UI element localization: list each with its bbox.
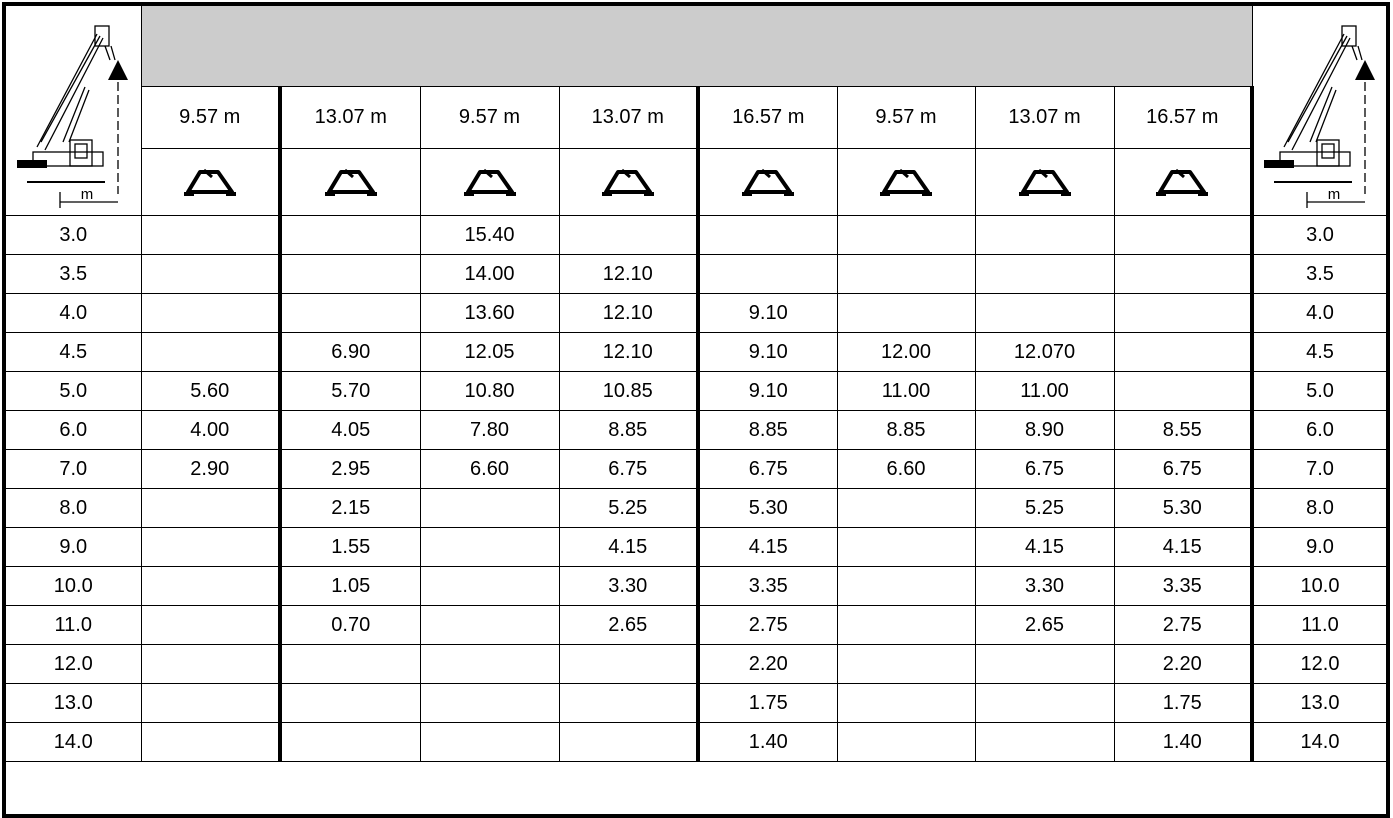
capacity-cell: 6.75 <box>975 450 1114 489</box>
capacity-cell: 12.05 <box>420 333 559 372</box>
capacity-cell: 6.75 <box>698 450 837 489</box>
table-row <box>4 294 1388 333</box>
table-row <box>4 450 1388 489</box>
capacity-cell <box>698 255 837 294</box>
capacity-cell: 4.15 <box>1114 528 1252 567</box>
radius-cell-left: 7.0 <box>4 450 141 489</box>
radius-unit-label: m <box>1327 185 1341 203</box>
radius-cell-right: 3.0 <box>1252 216 1388 255</box>
radius-cell-right: 8.0 <box>1252 489 1388 528</box>
capacity-cell <box>837 723 975 762</box>
radius-cell-right: 12.0 <box>1252 645 1388 684</box>
capacity-cell <box>141 684 280 723</box>
header-banner <box>141 4 1252 87</box>
capacity-cell: 7.80 <box>420 411 559 450</box>
capacity-cell: 4.15 <box>975 528 1114 567</box>
outrigger-cell <box>1114 149 1252 216</box>
capacity-cell <box>280 684 420 723</box>
capacity-cell: 4.15 <box>559 528 698 567</box>
radius-unit-label: m <box>81 185 94 203</box>
radius-cell-left: 12.0 <box>4 645 141 684</box>
capacity-cell: 0.70 <box>280 606 420 645</box>
capacity-cell: 12.00 <box>837 333 975 372</box>
crane-diagram-icon <box>6 12 141 210</box>
outrigger-cell <box>559 149 698 216</box>
capacity-cell <box>141 567 280 606</box>
radius-cell-left: 6.0 <box>4 411 141 450</box>
table-row <box>4 723 1388 762</box>
capacity-cell: 8.85 <box>559 411 698 450</box>
capacity-cell <box>420 684 559 723</box>
table-row <box>4 489 1388 528</box>
capacity-cell <box>1114 255 1252 294</box>
capacity-cell: 1.40 <box>698 723 837 762</box>
capacity-cell <box>975 723 1114 762</box>
radius-cell-left: 9.0 <box>4 528 141 567</box>
table-row <box>4 216 1388 255</box>
outrigger-cell <box>698 149 837 216</box>
capacity-cell <box>975 216 1114 255</box>
capacity-cell: 2.95 <box>280 450 420 489</box>
outrigger-base-icon <box>878 168 934 196</box>
outrigger-cell <box>975 149 1114 216</box>
capacity-cell: 9.10 <box>698 333 837 372</box>
capacity-cell: 13.60 <box>420 294 559 333</box>
capacity-cell <box>837 684 975 723</box>
capacity-cell <box>837 606 975 645</box>
table-row <box>4 684 1388 723</box>
radius-cell-left: 4.5 <box>4 333 141 372</box>
capacity-cell <box>420 489 559 528</box>
outrigger-base-icon <box>600 168 656 196</box>
table-row <box>4 606 1388 645</box>
radius-cell-right: 6.0 <box>1252 411 1388 450</box>
capacity-cell <box>837 216 975 255</box>
capacity-cell <box>420 528 559 567</box>
radius-cell-right: 9.0 <box>1252 528 1388 567</box>
radius-cell-right: 5.0 <box>1252 372 1388 411</box>
capacity-cell <box>280 216 420 255</box>
boom-length-header: 9.57 m <box>837 87 975 149</box>
boom-length-header: 16.57 m <box>1114 87 1252 149</box>
capacity-cell: 9.10 <box>698 294 837 333</box>
table-row <box>4 333 1388 372</box>
outrigger-base-icon <box>462 168 518 196</box>
boom-length-row <box>4 87 1388 149</box>
capacity-cell <box>837 645 975 684</box>
capacity-cell <box>141 255 280 294</box>
capacity-cell: 6.75 <box>1114 450 1252 489</box>
boom-length-header: 13.07 m <box>559 87 698 149</box>
capacity-cell: 14.00 <box>420 255 559 294</box>
capacity-cell: 5.25 <box>975 489 1114 528</box>
capacity-cell: 1.05 <box>280 567 420 606</box>
capacity-cell: 8.55 <box>1114 411 1252 450</box>
capacity-cell: 1.55 <box>280 528 420 567</box>
capacity-cell: 5.30 <box>698 489 837 528</box>
radius-cell-right: 13.0 <box>1252 684 1388 723</box>
capacity-cell <box>141 606 280 645</box>
boom-length-header: 16.57 m <box>698 87 837 149</box>
capacity-cell: 11.00 <box>837 372 975 411</box>
load-table <box>2 2 1390 818</box>
capacity-cell <box>837 255 975 294</box>
capacity-cell: 5.25 <box>559 489 698 528</box>
capacity-cell <box>559 216 698 255</box>
radius-cell-right: 4.0 <box>1252 294 1388 333</box>
radius-cell-left: 13.0 <box>4 684 141 723</box>
radius-cell-left: 14.0 <box>4 723 141 762</box>
radius-cell-left: 8.0 <box>4 489 141 528</box>
table-row <box>4 528 1388 567</box>
capacity-cell: 2.75 <box>1114 606 1252 645</box>
table-row <box>4 372 1388 411</box>
capacity-cell <box>141 489 280 528</box>
capacity-cell <box>280 294 420 333</box>
capacity-cell: 4.05 <box>280 411 420 450</box>
capacity-cell: 3.35 <box>1114 567 1252 606</box>
radius-cell-left: 5.0 <box>4 372 141 411</box>
capacity-cell <box>141 723 280 762</box>
capacity-cell: 2.65 <box>975 606 1114 645</box>
capacity-cell: 1.75 <box>698 684 837 723</box>
capacity-cell: 5.60 <box>141 372 280 411</box>
outrigger-cell <box>280 149 420 216</box>
capacity-cell: 4.15 <box>698 528 837 567</box>
outrigger-base-icon <box>1154 168 1210 196</box>
capacity-cell <box>837 294 975 333</box>
capacity-cell: 6.90 <box>280 333 420 372</box>
footer-blank <box>4 762 1388 817</box>
radius-cell-right: 7.0 <box>1252 450 1388 489</box>
capacity-cell <box>837 489 975 528</box>
radius-cell-right: 3.5 <box>1252 255 1388 294</box>
crane-diagram-icon <box>1254 12 1386 210</box>
capacity-cell <box>975 255 1114 294</box>
capacity-cell <box>280 645 420 684</box>
capacity-cell: 6.60 <box>420 450 559 489</box>
capacity-cell <box>837 567 975 606</box>
capacity-cell <box>280 255 420 294</box>
capacity-cell: 10.85 <box>559 372 698 411</box>
radius-cell-right: 14.0 <box>1252 723 1388 762</box>
capacity-cell: 6.60 <box>837 450 975 489</box>
capacity-cell <box>1114 216 1252 255</box>
radius-cell-right: 4.5 <box>1252 333 1388 372</box>
capacity-cell <box>559 684 698 723</box>
capacity-cell <box>280 723 420 762</box>
capacity-cell: 8.85 <box>837 411 975 450</box>
capacity-cell: 2.20 <box>698 645 837 684</box>
capacity-cell <box>559 645 698 684</box>
capacity-cell: 2.65 <box>559 606 698 645</box>
capacity-cell: 5.70 <box>280 372 420 411</box>
table-row <box>4 567 1388 606</box>
capacity-cell: 1.75 <box>1114 684 1252 723</box>
capacity-cell <box>141 528 280 567</box>
capacity-cell: 1.40 <box>1114 723 1252 762</box>
capacity-cell: 2.20 <box>1114 645 1252 684</box>
capacity-cell <box>141 216 280 255</box>
capacity-cell <box>420 645 559 684</box>
capacity-cell <box>141 645 280 684</box>
radius-cell-right: 10.0 <box>1252 567 1388 606</box>
capacity-cell <box>141 294 280 333</box>
radius-cell-left: 3.0 <box>4 216 141 255</box>
boom-length-header: 13.07 m <box>280 87 420 149</box>
boom-length-header: 9.57 m <box>141 87 280 149</box>
outrigger-cell <box>420 149 559 216</box>
capacity-cell: 9.10 <box>698 372 837 411</box>
capacity-cell <box>1114 294 1252 333</box>
radius-cell-left: 10.0 <box>4 567 141 606</box>
capacity-cell: 8.85 <box>698 411 837 450</box>
radius-cell-right: 11.0 <box>1252 606 1388 645</box>
capacity-cell: 12.10 <box>559 294 698 333</box>
capacity-cell <box>1114 333 1252 372</box>
table-row <box>4 411 1388 450</box>
outrigger-cell <box>141 149 280 216</box>
capacity-cell: 12.10 <box>559 255 698 294</box>
outrigger-base-icon <box>740 168 796 196</box>
capacity-cell <box>141 333 280 372</box>
capacity-cell: 11.00 <box>975 372 1114 411</box>
capacity-cell <box>1114 372 1252 411</box>
crane-diagram-left <box>4 4 141 216</box>
capacity-cell: 3.30 <box>559 567 698 606</box>
capacity-cell: 3.35 <box>698 567 837 606</box>
outrigger-cell <box>837 149 975 216</box>
capacity-cell <box>420 723 559 762</box>
outrigger-base-icon <box>323 168 379 196</box>
capacity-cell <box>975 645 1114 684</box>
capacity-cell: 10.80 <box>420 372 559 411</box>
capacity-cell: 8.90 <box>975 411 1114 450</box>
capacity-cell <box>837 528 975 567</box>
radius-cell-left: 4.0 <box>4 294 141 333</box>
outrigger-base-icon <box>182 168 238 196</box>
boom-length-header: 13.07 m <box>975 87 1114 149</box>
capacity-cell: 2.90 <box>141 450 280 489</box>
capacity-cell: 3.30 <box>975 567 1114 606</box>
crane-diagram-right <box>1252 4 1388 216</box>
capacity-cell <box>420 606 559 645</box>
capacity-cell: 4.00 <box>141 411 280 450</box>
capacity-cell: 12.10 <box>559 333 698 372</box>
capacity-cell: 5.30 <box>1114 489 1252 528</box>
outrigger-icon-row <box>4 149 1388 216</box>
capacity-cell <box>559 723 698 762</box>
capacity-cell: 12.070 <box>975 333 1114 372</box>
capacity-cell: 2.15 <box>280 489 420 528</box>
capacity-cell <box>420 567 559 606</box>
capacity-cell <box>975 684 1114 723</box>
capacity-cell: 2.75 <box>698 606 837 645</box>
outrigger-base-icon <box>1017 168 1073 196</box>
table-row <box>4 645 1388 684</box>
capacity-cell: 6.75 <box>559 450 698 489</box>
radius-cell-left: 3.5 <box>4 255 141 294</box>
boom-length-header: 9.57 m <box>420 87 559 149</box>
capacity-cell <box>975 294 1114 333</box>
radius-cell-left: 11.0 <box>4 606 141 645</box>
capacity-cell: 15.40 <box>420 216 559 255</box>
table-row <box>4 255 1388 294</box>
capacity-cell <box>698 216 837 255</box>
